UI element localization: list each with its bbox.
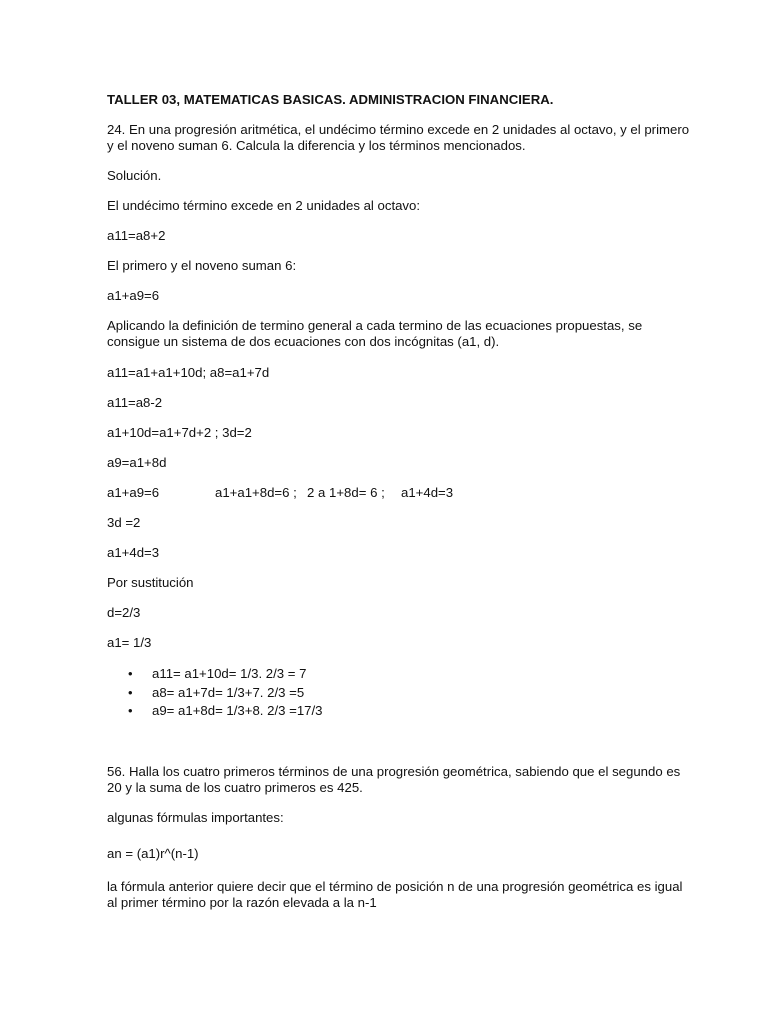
solution-step-12: a1+4d=3 [107,545,160,560]
solution-step-10-part-d: a1+4d=3 [401,485,454,500]
solution-step-9: a9=a1+8d [107,455,167,470]
formula-explanation-line-1: la fórmula anterior quiere decir que el término de posición n de una progresión geométrica es igual [107,879,683,894]
solution-step-2: a11=a8+2 [107,228,166,243]
list-item: a11= a1+10d= 1/3. 2/3 = 7 [152,666,307,681]
list-item: a8= a1+7d= 1/3+7. 2/3 =5 [152,685,305,700]
solution-step-10-part-b: a1+a1+8d=6 ; [215,485,297,500]
problem-56-line-2: 20 y la suma de los cuatro primeros es 425. [107,780,363,795]
solution-step-7: a11=a8-2 [107,395,163,410]
document-title: TALLER 03, MATEMATICAS BASICAS. ADMINISTRACION FINANCIERA. [107,92,554,107]
problem-24-line-2: y el noveno suman 6. Calcula la diferencia y los términos mencionados. [107,138,526,153]
solution-step-3: El primero y el noveno suman 6: [107,258,297,273]
bullet-icon: • [128,666,133,681]
formula-explanation-line-2: al primer término por la razón elevada a la n-1 [107,895,377,910]
solution-step-1: El undécimo término excede en 2 unidades al octavo: [107,198,421,213]
list-item: a9= a1+8d= 1/3+8. 2/3 =17/3 [152,703,323,718]
solution-step-5-line-2: consigue un sistema de dos ecuaciones con dos incógnitas (a1, d). [107,334,500,349]
solution-step-4: a1+a9=6 [107,288,160,303]
bullet-icon: • [128,685,133,700]
solution-step-5-line-1: Aplicando la definición de termino general a cada termino de las ecuaciones propuestas, se [107,318,643,333]
solution-heading: Solución. [107,168,162,183]
problem-24-line-1: 24. En una progresión aritmética, el undécimo término excede en 2 unidades al octavo, y el primero [107,122,690,137]
solution-step-14: d=2/3 [107,605,141,620]
solution-step-8: a1+10d=a1+7d+2 ; 3d=2 [107,425,252,440]
bullet-icon: • [128,703,133,718]
solution-step-10-part-c: 2 a 1+8d= 6 ; [307,485,385,500]
solution-step-10-part-a: a1+a9=6 [107,485,160,500]
solution-step-6: a11=a1+a1+10d; a8=a1+7d [107,365,270,380]
formula-general-term: an = (a1)r^(n-1) [107,846,199,861]
problem-56-line-1: 56. Halla los cuatro primeros términos de una progresión geométrica, sabiendo que el segundo es [107,764,681,779]
solution-step-15: a1= 1/3 [107,635,152,650]
formulas-heading: algunas fórmulas importantes: [107,810,284,825]
solution-step-13: Por sustitución [107,575,194,590]
solution-step-11: 3d =2 [107,515,141,530]
